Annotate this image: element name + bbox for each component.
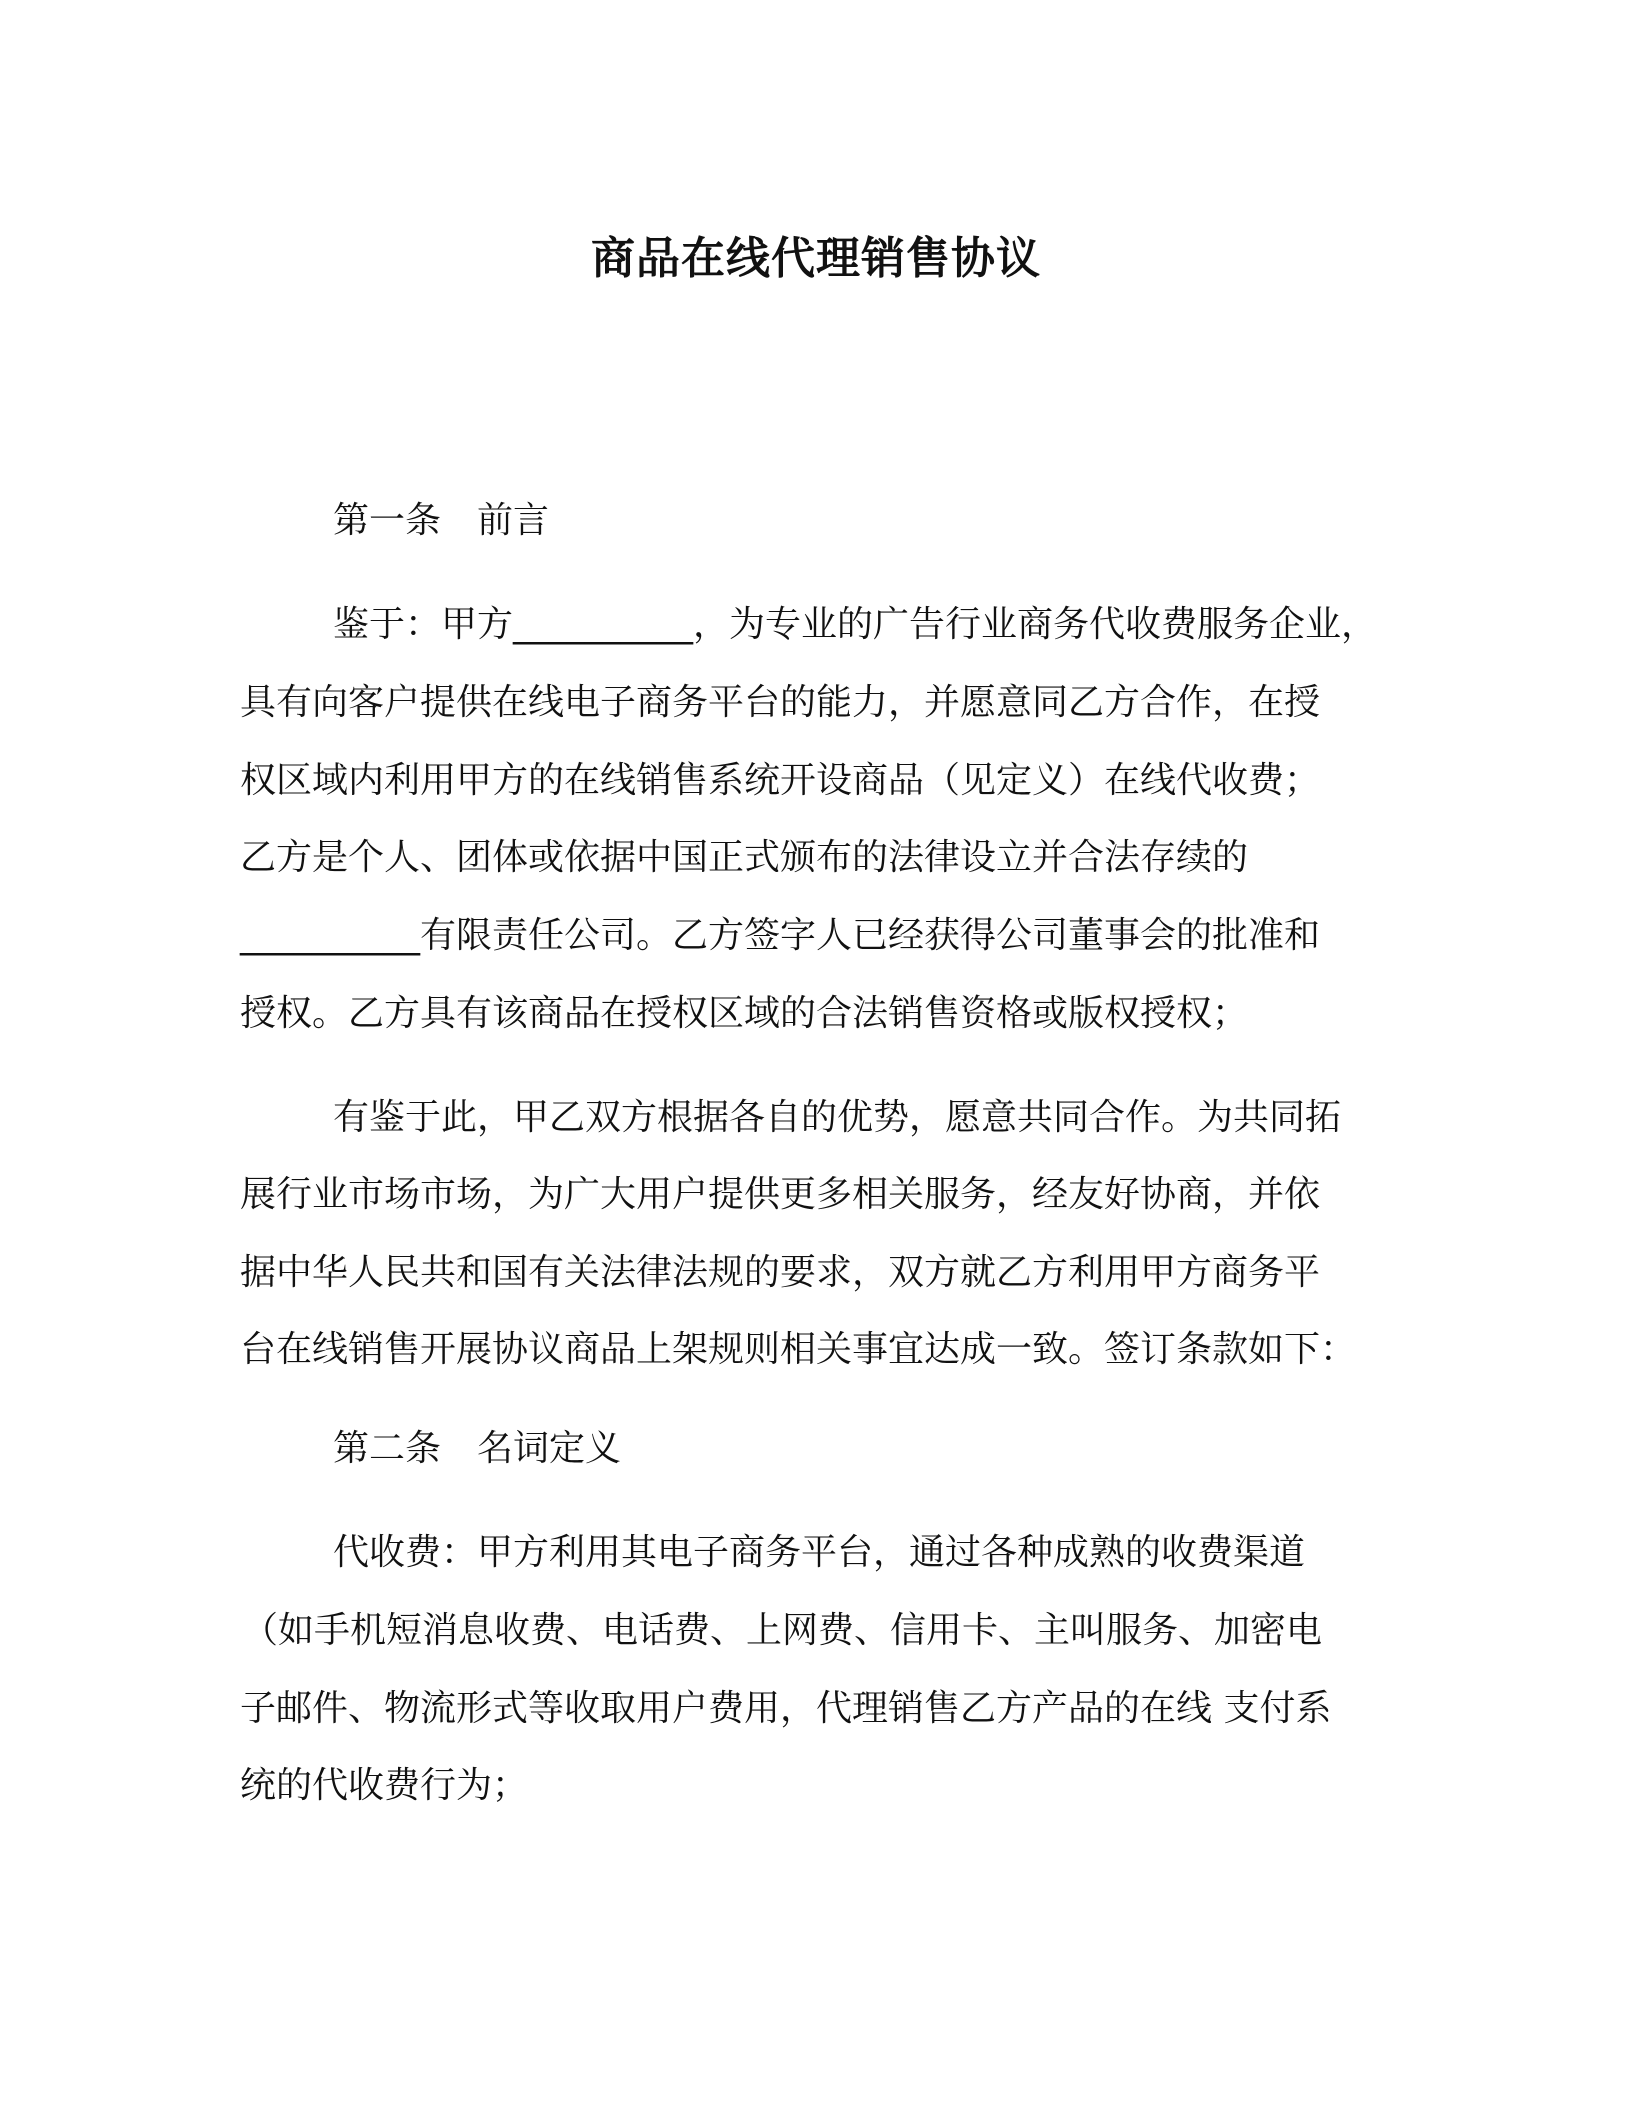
paragraph-line: 具有向客户提供在线电子商务平台的能力，并愿意同乙方合作，在授: [240, 682, 1321, 723]
paragraph-line: 有鉴于此，甲乙双方根据各自的优势，愿意共同合作。为共同拓: [333, 1097, 1342, 1138]
paragraph-line: 展行业市场市场，为广大用户提供更多相关服务，经友好协商，并依: [240, 1174, 1321, 1215]
document-title: 商品在线代理销售协议: [591, 233, 1041, 284]
paragraph-line: 代收费：甲方利用其电子商务平台，通过各种成熟的收费渠道: [333, 1532, 1306, 1573]
paragraph-line: __________有限责任公司。乙方签字人已经获得公司董事会的批准和: [240, 915, 1321, 956]
paragraph-line: 乙方是个人、团体或依据中国正式颁布的法律设立并合法存续的: [240, 837, 1249, 878]
section-heading-preface: 第一条 前言: [333, 500, 550, 541]
section-heading-definitions: 第二条 名词定义: [333, 1428, 622, 1469]
paragraph-line: 据中华人民共和国有关法律法规的要求，双方就乙方利用甲方商务平: [240, 1252, 1321, 1293]
paragraph-line: 授权。乙方具有该商品在授权区域的合法销售资格或版权授权；: [240, 993, 1249, 1034]
paragraph-line: （如手机短消息收费、电话费、上网费、信用卡、主叫服务、加密电: [242, 1610, 1323, 1651]
paragraph-line: 权区域内利用甲方的在线销售系统开设商品（见定义）在线代收费；: [240, 760, 1321, 801]
paragraph-line: 台在线销售开展协议商品上架规则相关事宜达成一致。签订条款如下：: [240, 1329, 1357, 1370]
paragraph-line: 子邮件、物流形式等收取用户费用，代理销售乙方产品的在线 支付系: [240, 1688, 1332, 1729]
paragraph-line: 统的代收费行为；: [240, 1765, 529, 1806]
paragraph-line: 鉴于：甲方__________，为专业的广告行业商务代收费服务企业，: [333, 604, 1378, 645]
